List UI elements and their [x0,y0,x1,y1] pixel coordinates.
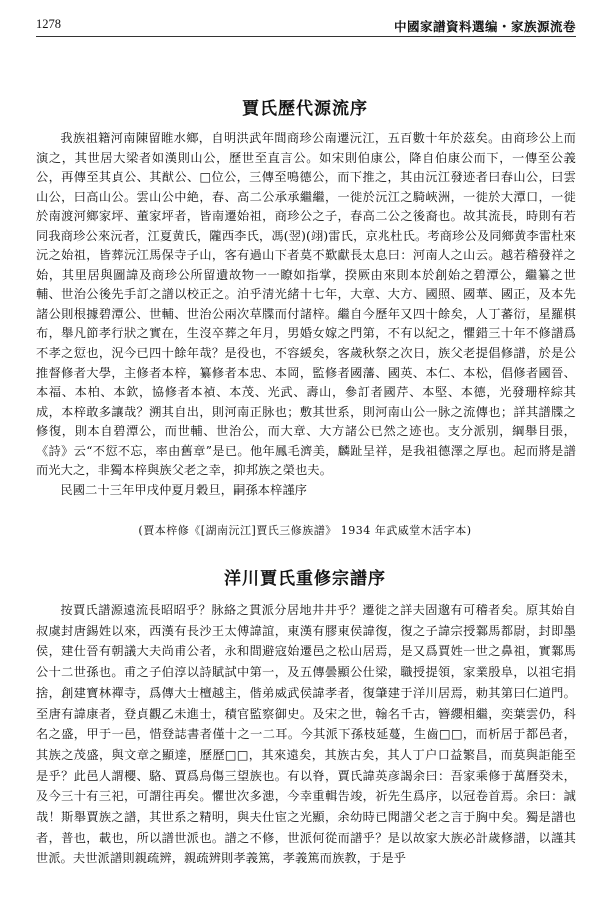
section1-paragraph: 我族祖籍河南陳留睢水鄉，自明洪武年間商珍公南遷沅江，五百數十年於茲矣。由商珍公上而演之，其世居大梁者如漢則山公，歷世至直言公。如宋則伯康公，降自伯康公而下，一傳至公義公，再傳至其貞公、其猷公、□位公，三傳至鳴德公，而下推之，其由沅江發迹者曰春山公，曰雲山公，曰高山公。雲山公中絶，春、高二公承承繼繼，一徙於沅江之騎峽洲，一徙於大潭口，一徙於南渡河鄉家坪、董家坪者，皆南遷始祖，商珍公之子，春高二公之後裔也。故其流長，時則有若同我商珍公來沅者，江夏黄氏，隴西李氏，馮(翌)(翊)雷氏，京兆杜氏。考商珍公及同鄉黄李雷杜來沅之始祖，皆葬沅江馬保寺子山，客有過山下者莫不歎獻長太息曰：河南人之山云。越若稽發祥之始，其里居與圖諱及商珍公所留遺故物一一瞭如指掌，揆厥由來則本於創始之碧潭公，繼纂之世輔、世治公後先手訂之譜以校正之。泊乎清光緒十七年，大章、大方、國照、國華、國正，及本先諸公則根據碧潭公、世輔、世治公兩次草牒而付諸梓。繼自今歷年又四十餘矣，人丁蕃衍，星羅棋布，舉凡節孝行狀之實在，生沒卒葬之年月，男婚女嫁之門第，不有以紀之，懼錯三十年不修譜爲不孝之愆也，況今已四十餘年哉？是役也，不容緩矣，客歲秋祭之次日，族父老提倡修譜，於是公推督修者大學，主修者本梓，纂修者本忠、本岡，監修者國藩、國英、本仁、本松，倡修者國晉、本福、本柏、本欽，協修者本禎、本茂、光武、壽山，參訂者國芹、本堅、本德，光發珊梓綜其成，本梓敢多讓哉？溯其自出，則河南正脉也；敷其世系，則河南山公一脉之流傳也；詳其譜牒之修復，則本自碧潭公，而世輔、世治公，而大章、大方諸公已然之迹也。支分派别，綱舉目張，《詩》云“不愆不忘，率由舊章”是已。他年鳳毛濟美，麟趾呈祥，是我祖德澤之厚也。起而將是譜而光大之，非獨本梓與族父老之幸，抑邦族之榮也夫。 [36,131,576,478]
section1-body [36,129,576,500]
running-title: 中國家譜資料選编・家族源流卷 [393,19,576,34]
running-header [36,14,576,37]
source-caption: (賈本梓修《[湖南沅江]賈氏三修族譜》 1934 年武威堂木活字本) [138,524,472,537]
section2-title: 洋川賈氏重修宗譜序 [224,569,386,589]
page-number: 1278 [36,17,61,31]
section2-body [36,600,576,869]
section1-signature: 民國二十三年甲戌仲夏月穀旦，嗣孫本梓謹序 [60,482,308,497]
section1-title: 賈氏歷代源流序 [242,99,368,119]
section2-paragraph: 按賈氏譜源遠流長昭昭乎？脉絡之貫派分居地井井乎？遷徙之詳夫固邈有可稽者矣。原其始自叔虞封唐錫姓以來，西漢有長沙王太傅諱誼，東漢有膠東侯諱復，復之子諱宗授鄴馬都尉，封即墨侯，建仕晉有朝議大夫尚甫公者，永和間避寇始遷邑之松山居焉，是又爲賈姓一世之鼻祖，實鄴馬公十二世孫也。甫之子伯淳以詩賦試中第一，及五傳曇顯公仕梁，職授提領，家業殷阜，以祖宅捐捨，創建寶林禪寺，爲傳大士檀越主，偕弟威武侯諱孝者，復肇建于洋川居焉，勅其第曰仁道門。至唐有諱康者，登貞觀乙未進士，積官監察御史。及宋之世，翰名千古，簪纓相繼，奕葉雲仍，科名之盛，甲于一邑，惜登誌書者僅十之一二耳。今其派下孫枝延蔓，生齒□□，而析居于都邑者，其族之茂盛，與文章之顯達，歷歷□□，其來遠矣，其族古矣，其人丁户口益繁昌，而莫與詎能至是乎？此邑人謂櫻、駱、賈爲烏傷三望族也。有以脊，賈氏諱英彦謁余曰：吾家乘修于萬曆癸未，及今三十有三祀，可謂往再矣。懼世次多漶，今幸重輯告竣，祈先生爲序，以冠卷首焉。余曰：誠哉！斯舉賈族之譜，其世系之精明，與夫仕宦之光顯，余幼時已聞譜父老之言于胸中矣。獨是譜也者，普也，載也，所以譜世派也。譜之不修，世派何從而譜乎？是以故家大族必計歲修譜，以謹其世派。夫世派譜則親疏辨，親疏辨則孝義篤，孝義篤而族教，于是乎 [36,603,576,866]
